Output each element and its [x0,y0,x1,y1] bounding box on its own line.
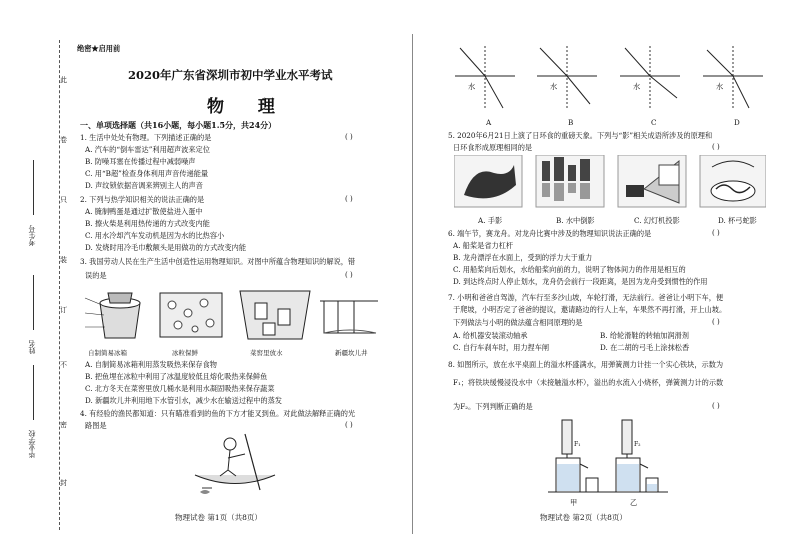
light-path-c [620,46,680,110]
water-label: 水 [550,82,558,91]
page-footer-left: 物理试卷 第1页（共8页） [175,513,262,522]
light-path-b [537,46,597,110]
q3-stem-cont: 误的是 [85,271,107,280]
q7-option-a[interactable]: A. 给机器安装滚动轴承 [453,331,528,340]
exam-number-line [33,160,34,215]
page-fold [412,34,413,534]
q8-force-f1: F₁ [574,441,581,448]
q8-line2: F₁；将铁块缓慢浸没水中（未接触溢水杯），溢出的水流入小烧杯，弹簧测力计的示数 [453,378,724,387]
q4-option-c[interactable]: C [651,118,657,127]
q3-fig-caption: 自制简易冰箱 [88,349,127,357]
q2-option-c[interactable]: C. 用水冷却汽车发动机是因为水的比热容小 [85,231,225,240]
q7-stem-cont2: 下列做法与小明的做法蕴含相同原理的是 [453,318,583,327]
q7-option-c[interactable]: C. 自行车刹车时，用力捏车闸 [453,343,550,352]
setup-yi [616,420,658,492]
q7-answer-slot[interactable]: ( ) [712,318,720,326]
water-label: 水 [716,82,724,91]
q5-option-a[interactable]: A. 手影 [478,216,503,225]
light-path-a [455,46,515,110]
q3-fig-caption: 冰粒保鲜 [172,349,198,357]
q4-option-d[interactable]: D [734,118,740,127]
ice-fish-figure [160,293,222,337]
q8-stem: 8. 如图所示，放在水平桌面上的溢水杯盛满水，用弹簧测力计挂一个实心铁块，示数为 [448,360,724,369]
light-path-d [703,46,763,110]
water-label: 水 [633,82,641,91]
cellar-water-figure [240,291,310,339]
q8-line3: 为F₂。下列判断正确的是 [453,402,533,411]
binding-line [59,40,60,530]
subject-title: 物 理 [207,97,289,117]
side-char: 此 [60,76,67,84]
karez-figure [320,301,378,333]
side-char: 封 [60,479,67,487]
q8-answer-slot[interactable]: ( ) [712,402,720,410]
q3-option-b[interactable]: B. 把鱼埋在冰粒中利用了冰温度较低且熔化吸热来保鲜鱼 [85,372,268,381]
q3-option-d[interactable]: D. 新疆坎儿井利用地下水管引水，减少水在输送过程中的蒸发 [85,396,282,405]
water-label: 水 [468,82,476,91]
q5-answer-slot[interactable]: ( ) [712,143,720,151]
q5-option-d[interactable]: D. 杯弓蛇影 [718,216,757,225]
q8-label-jia: 甲 [570,498,578,507]
q7-option-d[interactable]: D. 在二胡的弓毛上涂抹松香 [600,343,690,352]
q4-option-b[interactable]: B [568,118,574,127]
q1-answer-slot[interactable]: ( ) [345,133,353,141]
side-char: 装 [60,256,67,264]
q5-stem-cont: 日环食形成原理相同的是 [453,143,533,152]
page-footer-right: 物理试卷 第2页（共8页） [540,513,627,522]
side-char: 不 [60,361,67,369]
side-char: 卷 [60,136,67,144]
q8-force-f2: F₂ [634,441,641,448]
q4-light-path-options [445,38,770,118]
side-char: 密 [60,421,67,429]
q4-answer-slot[interactable]: ( ) [345,421,353,429]
q3-option-a[interactable]: A. 自制简易冰箱利用蒸发吸热来保存食物 [85,360,217,369]
exam-number-label: 考生号 [28,225,36,246]
q5-option-c[interactable]: C. 幻灯机投影 [634,216,680,225]
q6-option-a[interactable]: A. 船桨是省力杠杆 [453,241,514,250]
q3-option-c[interactable]: C. 北方冬天在菜窖里放几桶水是利用水凝固吸热来保存蔬菜 [85,384,275,393]
section-heading: 一、单项选择题（共16小题，每小题1.5分，共24分） [80,120,277,130]
q1-stem: 1. 生活中处处有物理。下列描述正确的是 [80,133,212,142]
bow-snake-figure [700,155,766,207]
fisherman-figure [190,430,280,500]
q6-answer-slot[interactable]: ( ) [712,229,720,237]
name-line [33,275,34,330]
q5-stem: 5. 2020年6月21日上演了日环食的重磅天象。下列与“影”相关成语所涉及的原理和 [448,131,713,140]
q4-option-a[interactable]: A [486,118,492,127]
q2-option-b[interactable]: B. 擦火柴是利用热传递的方式改变内能 [85,219,210,228]
q8-label-yi: 乙 [630,498,638,507]
water-reflection-figure [536,155,604,207]
q2-answer-slot[interactable]: ( ) [345,195,353,203]
q6-option-b[interactable]: B. 龙舟漂浮在水面上，受到的浮力大于重力 [453,253,593,262]
q7-stem-cont: 于爬坡，小明否定了爸爸的提议，邀请路边的行人上车，车果然不再打滑，开上山坡。 [453,305,727,314]
q3-stem: 3. 我国劳动人民在生产生活中创造性运用物理知识。对图中所蕴含物理知识的解说，错 [80,257,356,266]
q4-stem: 4. 有经验的渔民都知道：只有瞄准看到的鱼的下方才能叉到鱼。对此做法解释正确的光 [80,409,356,418]
q6-option-d[interactable]: D. 到达终点时人停止划水，龙舟仍会前行一段距离，是因为龙舟受到惯性的作用 [453,277,708,286]
q1-option-a[interactable]: A. 汽车的“倒车雷达”利用超声波来定位 [85,145,210,154]
projector-figure [618,155,686,207]
q5-option-b[interactable]: B. 水中倒影 [556,216,595,225]
q6-stem: 6. 端午节，赛龙舟。对龙舟比赛中涉及的物理知识说法正确的是 [448,229,652,238]
q2-option-a[interactable]: A. 腌制鸭蛋是通过扩散使盐进入蛋中 [85,207,203,216]
side-char: 只 [60,196,67,204]
q7-option-b[interactable]: B. 给轮滑鞋的转轴加润滑剂 [600,331,689,340]
q5-shadow-figures [454,155,766,211]
q1-option-c[interactable]: C. 用“B超”检查身体利用声音传递能量 [85,169,209,178]
q1-option-d[interactable]: D. 声纹锁依据音调来辨别主人的声音 [85,181,203,190]
school-label: 毕业学校 [28,430,36,458]
side-char: 订 [60,306,67,314]
school-line [33,365,34,420]
q3-fig-caption: 菜窖里放水 [250,349,283,357]
q2-stem: 2. 下列与热学知识相关的说法正确的是 [80,195,205,204]
q1-option-b[interactable]: B. 防噪耳塞在传播过程中减弱噪声 [85,157,196,166]
exam-title: 2020年广东省深圳市初中学业水平考试 [128,68,333,82]
hand-shadow-figure [454,155,522,207]
q7-stem: 7. 小明和爸爸自驾游，汽车行至多沙山坡，车轮打滑，无法前行。爸爸让小明下车，便 [448,293,724,302]
q4-stem-cont: 路图是 [85,421,107,430]
simple-fridge-figure [85,293,140,338]
q3-fig-caption: 新疆坎儿井 [335,349,368,357]
q8-overflow-cup-figure [548,418,668,500]
setup-jia [556,420,598,492]
q3-figures [80,283,380,351]
secret-mark: 绝密★启用前 [77,44,121,53]
q6-option-c[interactable]: C. 用船桨向后划水，水给船桨向前的力，说明了物体间力的作用是相互的 [453,265,686,274]
q3-answer-slot[interactable]: ( ) [345,271,353,279]
q2-option-d[interactable]: D. 发烧时用冷毛巾敷额头是用做功的方式改变内能 [85,243,247,252]
name-label: 姓名 [28,340,36,354]
